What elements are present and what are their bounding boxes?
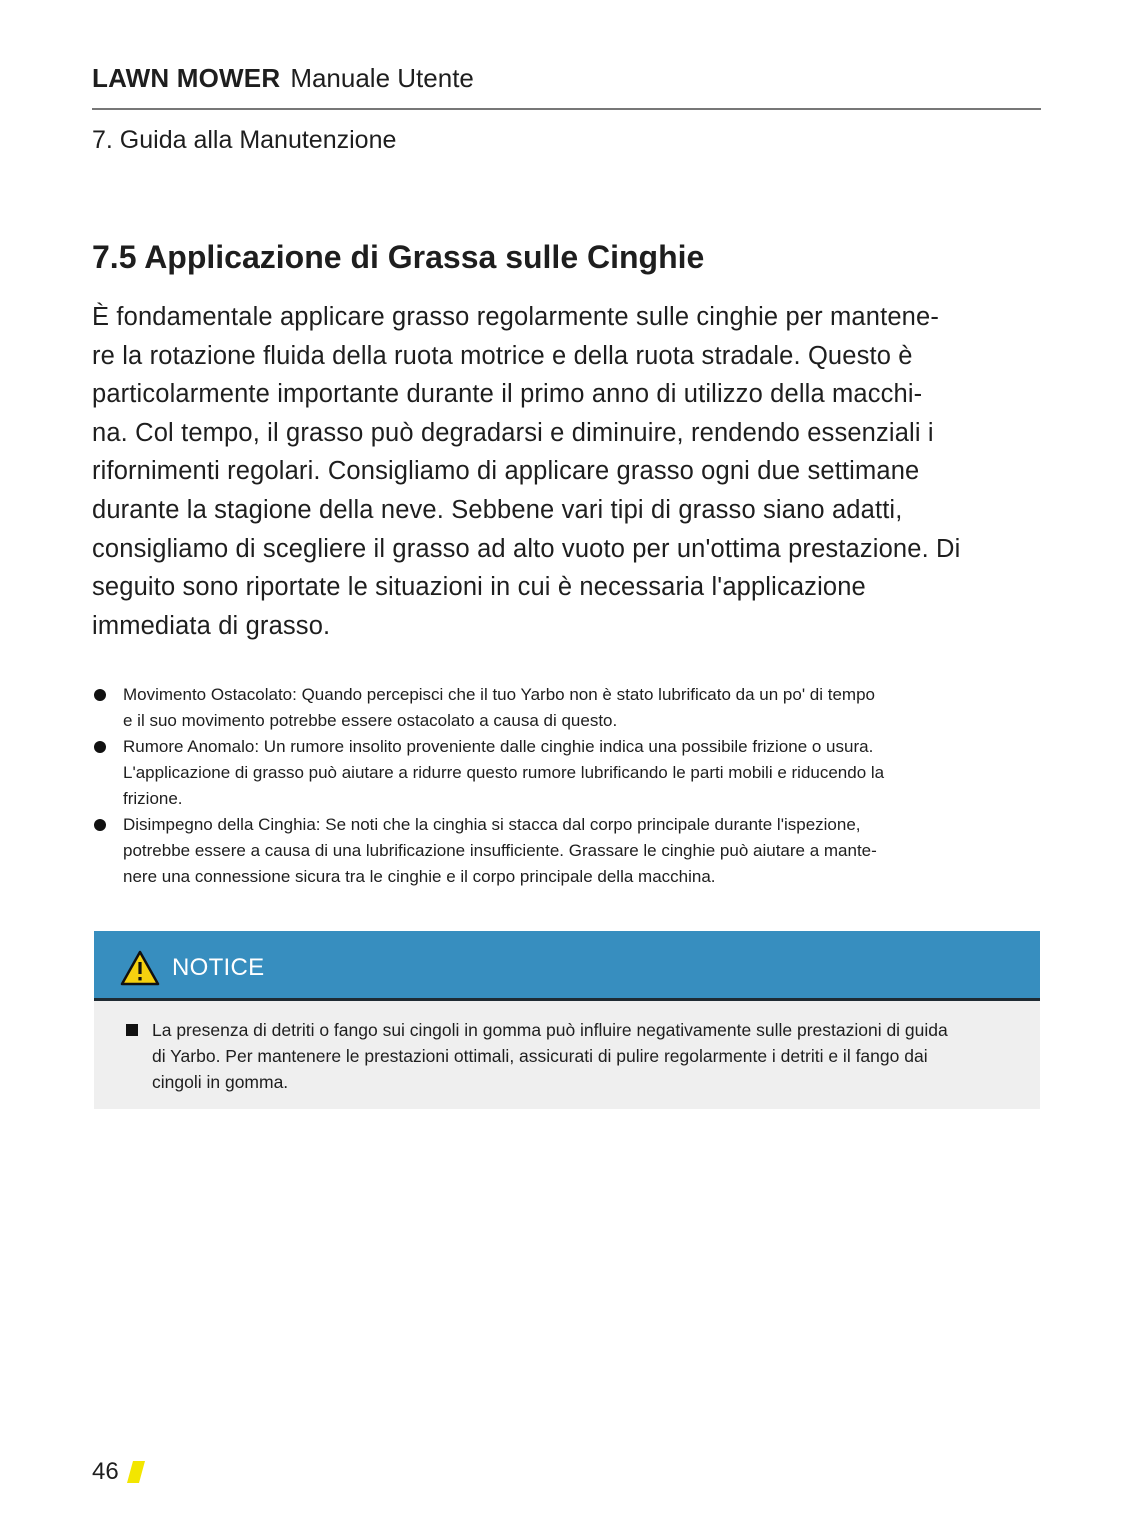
header-rule [92,108,1041,110]
bullet-line: Movimento Ostacolato: Quando percepisci che il tuo Yarbo non è stato lubrificato da un po' di tempo [123,685,876,704]
bullet-dot-icon [94,819,106,831]
notice-item [124,1017,1024,1095]
warning-triangle-icon [120,950,160,986]
list-item [92,734,1012,812]
list-item [92,682,1012,734]
notice-line: cingoli in gomma. [152,1072,289,1092]
notice-line: di Yarbo. Per mantenere le prestazioni ottimali, assicurati di pulire regolarmente i detriti e il fango dai [152,1046,928,1066]
intro-paragraph [92,298,1082,645]
square-bullet-icon [126,1024,138,1036]
header-subtitle: Manuale Utente [290,63,474,93]
intro-line: particolarmente importante durante il primo anno di utilizzo della macchi- [92,380,923,409]
intro-line: na. Col tempo, il grasso può degradarsi e diminuire, rendendo essenziali i [92,418,934,447]
bullet-line: Rumore Anomalo: Un rumore insolito proveniente dalle cinghie indica una possibile frizione o usura. [123,737,874,756]
section-heading: 7.5 Applicazione di Grassa sulle Cinghie [92,239,705,275]
intro-line: seguito sono riportate le situazioni in cui è necessaria l'applicazione [92,573,866,602]
bullet-line: nere una connessione sicura tra le cinghie e il corpo principale della macchina. [123,867,716,886]
notice-line: La presenza di detriti o fango sui cingoli in gomma può influire negativamente sulle prestazioni di guida [152,1020,948,1040]
bullet-line: potrebbe essere a causa di una lubrificazione insufficiente. Grassare le cinghie può aiutare a mante- [123,841,877,860]
intro-line: consigliamo di scegliere il grasso ad alto vuoto per un'ottima prestazione. Di [92,534,961,563]
bullet-line: frizione. [123,789,183,808]
bullet-line: Disimpegno della Cinghia: Se noti che la cinghia si stacca dal corpo principale durante l'ispezione, [123,815,861,834]
bullet-line: e il suo movimento potrebbe essere ostacolato a causa di questo. [123,711,618,730]
accent-stripe-icon [127,1461,145,1483]
running-header [92,62,474,94]
chapter-title: 7. Guida alla Manutenzione [92,126,397,154]
header-brand: LAWN MOWER [92,63,281,93]
intro-line: re la rotazione fluida della ruota motrice e della ruota stradale. Questo è [92,341,913,370]
list-item [92,812,1012,890]
bullet-dot-icon [94,741,106,753]
intro-line: rifornimenti regolari. Consigliamo di applicare grasso ogni due settimane [92,457,920,486]
bullet-line: L'applicazione di grasso può aiutare a ridurre questo rumore lubrificando le parti mobili e riducendo la [123,763,885,782]
intro-line: immediata di grasso. [92,611,331,640]
notice-title: NOTICE [172,954,265,981]
intro-line: È fondamentale applicare grasso regolarmente sulle cinghie per mantene- [92,303,939,331]
page-number: 46 [92,1458,119,1485]
bullet-dot-icon [94,689,106,701]
intro-line: durante la stagione della neve. Sebbene vari tipi di grasso siano adatti, [92,495,903,524]
bullet-list [92,682,1012,890]
